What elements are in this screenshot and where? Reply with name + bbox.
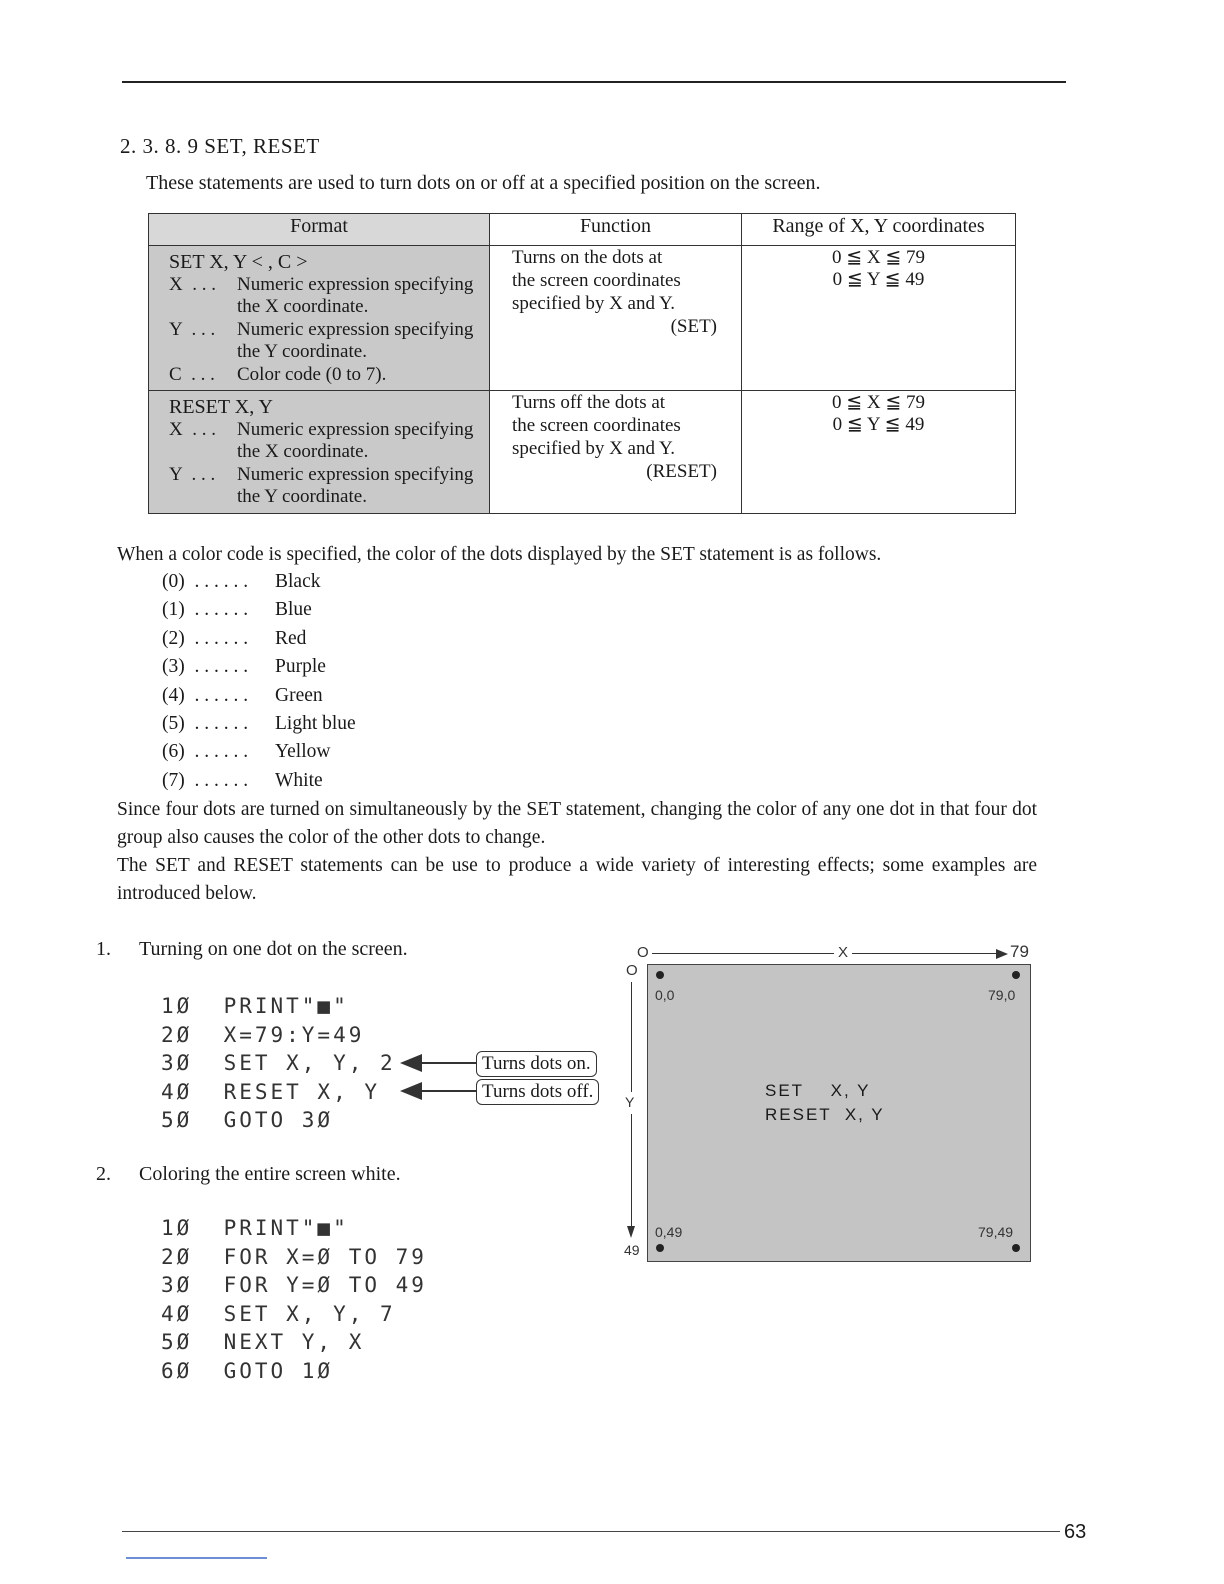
corner-label-top-right: 79,0 [988,987,1016,1003]
y-axis-line [631,1114,632,1226]
bottom-rule [122,1531,1060,1532]
code-line: 1Ø PRINT"■" [161,994,349,1018]
color-code: (7) . . . . . . [162,769,249,791]
x-axis-max: 79 [1010,942,1029,961]
color-name: Red [275,627,307,649]
code-line: 5Ø GOTO 3Ø [161,1108,334,1132]
arrow-left-icon [400,1054,422,1072]
colors-intro: When a color code is specified, the color of the dots displayed by the SET statement is as follows. [117,544,882,565]
color-name: Green [275,684,323,706]
range-cell-set [742,246,1016,391]
param-label: Y . . . [169,463,216,485]
x-axis-label: X [838,944,849,961]
y-axis-max: 49 [624,1242,640,1258]
header-format: Format [149,214,490,246]
function-cell-reset [490,391,742,514]
callout-turns-on: Turns dots on. [476,1051,597,1077]
param-desc: Numeric expression specifying the Y coordinate. [237,318,474,362]
code-line: 6Ø GOTO 1Ø [161,1358,334,1383]
param-desc: Numeric expression specifying the X coordinate. [237,273,474,317]
example-2-code [161,1214,427,1385]
explanation-paragraphs [117,796,1037,908]
range-y: 0 ≦ Y ≦ 49 [832,269,925,290]
example-1-code [161,992,396,1135]
param-row [169,274,479,319]
function-tag: (RESET) [646,461,717,482]
arrow-line [420,1062,476,1064]
x-axis-line [852,953,1004,954]
param-label: X . . . [169,273,216,295]
screen-code [765,1079,885,1127]
color-code: (1) . . . . . . [162,599,249,621]
param-desc: Numeric expression specifying the X coordinate. [237,418,474,462]
color-code: (6) . . . . . . [162,741,249,763]
code-line: SET X, Y [765,1081,871,1100]
corner-label-top-left: 0,0 [655,987,675,1003]
function-line: specified by X and Y. [512,293,676,314]
code-line: 2Ø FOR X=Ø TO 79 [161,1244,427,1269]
format-cell-reset [149,391,490,514]
param-label: Y . . . [169,318,216,340]
format-table [148,213,1016,514]
code-line: 4Ø SET X, Y, 7 [161,1301,396,1326]
range-x: 0 ≦ X ≦ 79 [831,392,926,413]
para-examples: The SET and RESET statements can be use to produce a wide variety of interesting effects; some examples are introduced below. [117,855,1037,904]
function-cell-set [490,246,742,391]
x-axis-line [652,953,834,954]
function-line: specified by X and Y. [512,438,676,459]
intro-text: These statements are used to turn dots on or off at a specified position on the screen. [146,172,821,194]
code-line: 4Ø RESET X, Y [161,1079,381,1104]
arrow-right-icon [996,949,1008,959]
list-item [162,596,356,624]
format-cell-set [149,246,490,391]
code-line: 1Ø PRINT"■" [161,1216,349,1240]
y-axis-origin: O [626,962,638,979]
list-item [162,568,356,596]
arrow-down-icon [627,1226,635,1238]
param-label: X . . . [169,418,216,440]
list-item [162,738,356,766]
header-range: Range of X, Y coordinates [742,214,1016,246]
statement-set: SET X, Y < , C > [169,251,308,273]
list-item [162,710,356,738]
color-name: White [275,769,323,791]
code-line: 3Ø FOR Y=Ø TO 49 [161,1273,427,1297]
y-axis-line [631,982,632,1092]
table-row [149,391,1016,514]
param-desc: Numeric expression specifying the Y coordinate. [237,463,474,507]
range-x: 0 ≦ X ≦ 79 [831,247,926,268]
y-axis-label: Y [625,1094,635,1110]
color-name: Black [275,571,321,592]
corner-dot [1012,1244,1020,1252]
range-y: 0 ≦ Y ≦ 49 [832,414,925,435]
param-row [169,364,479,387]
x-axis-origin: O [637,944,649,961]
color-name: Yellow [275,741,331,763]
color-name: Purple [275,656,326,678]
param-desc: Color code (0 to 7). [237,363,387,385]
color-code: (5) . . . . . . [162,712,249,734]
param-row [169,419,479,464]
function-line: the screen coordinates [512,270,681,291]
statement-reset: RESET X, Y [169,396,273,418]
color-code: (3) . . . . . . [162,656,249,678]
example-2-title: Coloring the entire screen white. [139,1163,401,1185]
corner-dot [1012,971,1020,979]
range-cell-reset [742,391,1016,514]
color-code: (2) . . . . . . [162,627,249,649]
list-item [162,767,356,795]
list-item [162,682,356,710]
color-code: (0) . . . . . . [162,571,249,592]
example-1-number: 1. [96,938,111,960]
table-header-row [149,214,1016,246]
code-line: RESET X, Y [765,1105,885,1124]
corner-label-bottom-left: 0,49 [655,1224,683,1240]
table-row [149,246,1016,391]
screen-diagram [647,964,1031,1262]
color-code-list [162,568,356,795]
example-2-number: 2. [96,1163,111,1185]
color-name: Blue [275,599,312,621]
para-four-dots: Since four dots are turned on simultaneously by the SET statement, changing the color of any one dot in that four dot group also causes the color of the other dots to change. [117,799,1037,848]
arrow-line [420,1090,476,1092]
header-function: Function [490,214,742,246]
corner-dot [656,971,664,979]
function-line: Turns off the dots at [512,392,666,413]
example-1-title: Turning on one dot on the screen. [139,938,408,960]
arrow-left-icon [400,1082,422,1100]
top-rule [122,81,1066,83]
code-line: 2Ø X=79:Y=49 [161,1022,365,1047]
param-label: C . . . [169,363,215,385]
page-number: 63 [1064,1521,1087,1543]
link-underline [126,1557,267,1559]
code-line: 3Ø SET X, Y, 2 [161,1051,396,1075]
section-title: 2. 3. 8. 9 SET, RESET [120,134,320,158]
color-code: (4) . . . . . . [162,684,249,706]
function-line: Turns on the dots at [512,247,663,268]
list-item [162,625,356,653]
code-line: 5Ø NEXT Y, X [161,1330,365,1354]
callout-turns-off: Turns dots off. [476,1079,599,1105]
function-tag: (SET) [670,316,717,337]
color-name: Light blue [275,712,356,734]
param-row [169,464,479,509]
corner-label-bottom-right: 79,49 [978,1224,1014,1240]
function-line: the screen coordinates [512,415,681,436]
param-row [169,319,479,364]
list-item [162,653,356,681]
corner-dot [656,1244,664,1252]
